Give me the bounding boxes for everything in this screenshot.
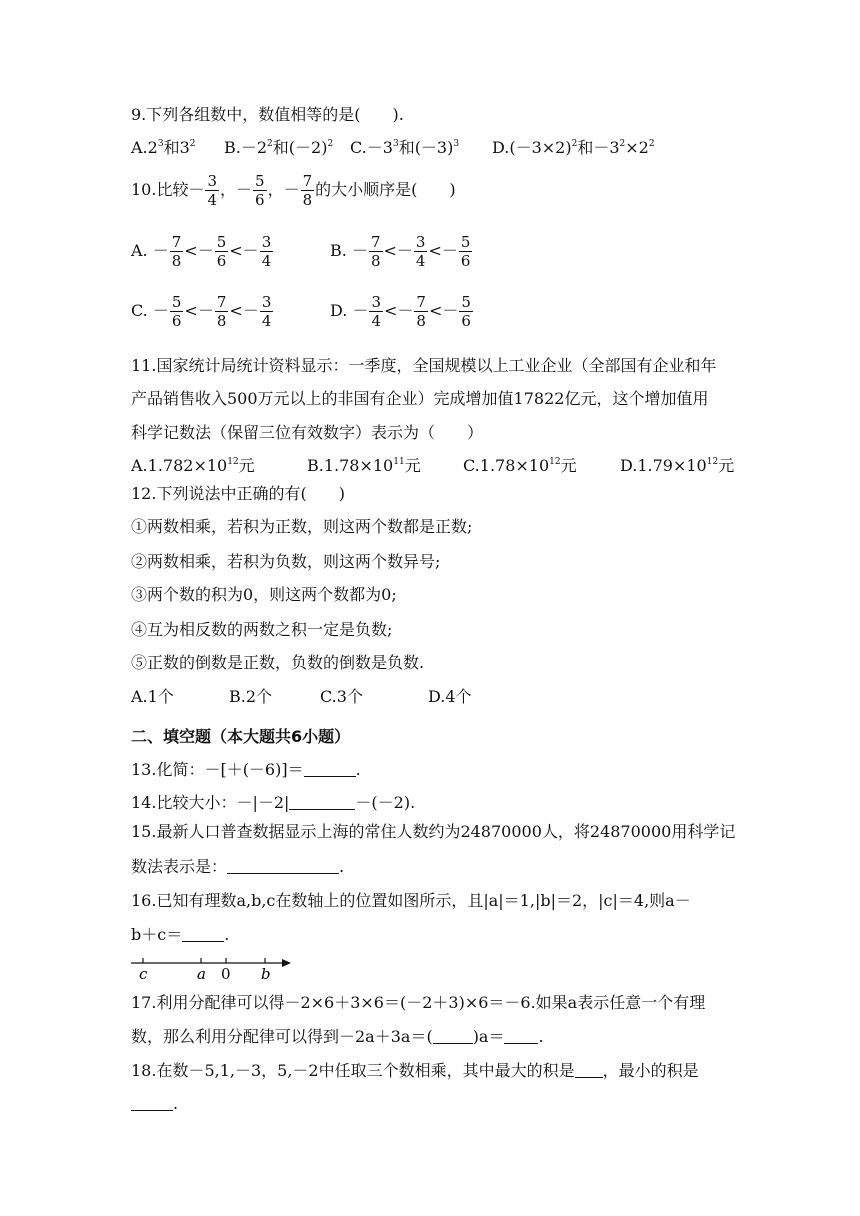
- fraction: $\frac{5}{6}$: [255, 172, 265, 209]
- q12-statement-1: ①两数相乘，若积为正数，则这两个数都是正数;: [131, 517, 473, 536]
- number-line-label-a: a: [197, 965, 206, 983]
- number-line-label-c: c: [139, 965, 148, 983]
- answer-blank[interactable]: [504, 1043, 538, 1044]
- q11-line-2: 产品销售收入500万元以上的非国有企业）完成增加值17822亿元，这个增加值用: [131, 389, 709, 408]
- fraction: $\frac{3}{4}$: [261, 233, 272, 270]
- q17-line-1: 17.利用分配律可以得－2×6＋3×6＝(－2＋3)×6＝－6.如果a表示任意一个有理: [131, 993, 706, 1012]
- q9-option-c: $C.-3^3$和$(-3)^3$: [350, 138, 460, 157]
- answer-blank[interactable]: [131, 1110, 173, 1111]
- q12-statement-2: ②两数相乘，若积为负数，则这两个数异号;: [131, 552, 441, 571]
- q12-option-d: D.4个: [428, 687, 472, 706]
- q11-option-c: $C.1.78\times 10^{12}$元: [463, 456, 577, 475]
- q11-option-d: $D.1.79\times 10^{12}$元: [620, 456, 735, 475]
- fraction: $\frac{7}{8}$: [302, 172, 313, 209]
- q12-statement-3: ③两个数的积为0，则这两个数都为0;: [131, 585, 397, 604]
- q15-line-2: 数法表示是： .: [131, 857, 345, 876]
- q12-statement-4: ④互为相反数的两数之积一定是负数;: [131, 620, 393, 639]
- q9-option-d: $D.(-3\times 2)^2$和$-3^2\times 2^2$: [492, 138, 655, 157]
- q16-line-2: b＋c＝ .: [131, 925, 230, 944]
- fraction: $\frac{5}{6}$: [216, 233, 227, 270]
- fraction: $\frac{5}{6}$: [171, 293, 182, 330]
- q13: 13.化简：－[＋(－6)]＝ .: [131, 760, 361, 779]
- q18-line-2: .: [131, 1094, 178, 1114]
- fraction: $\frac{3}{4}$: [415, 233, 426, 270]
- q12-option-b: B.2个: [229, 687, 273, 706]
- q9-option-a: $A.2^3$和$3^2$: [131, 138, 196, 157]
- q12-stem: 12.下列说法中正确的有( ): [131, 484, 345, 503]
- number-line-label-b: b: [261, 965, 271, 983]
- q15-line-1: 15.最新人口普查数据显示上海的常住人数约为24870000人，将24870000用科学记: [131, 822, 736, 841]
- fraction: $\frac{5}{6}$: [461, 293, 471, 330]
- fraction: $\frac{7}{8}$: [216, 293, 227, 330]
- q16-line-1: 16.已知有理数a,b,c在数轴上的位置如图所示，且|a|＝1,|b|＝2，|c|＝4,则a－: [131, 891, 691, 910]
- q18-line-1: 18.在数－5,1,－3，5,－2中任取三个数相乘，其中最大的积是 ，最小的积是: [131, 1061, 699, 1080]
- answer-blank[interactable]: [304, 776, 356, 777]
- q11-option-b: $B.1.78\times 10^{11}$元: [307, 456, 421, 475]
- q10-option-b: B. － $\frac{7}{8}$ <－ $\frac{3}{4}$ <－ $\frac{5}{6}$: [330, 233, 471, 270]
- q12-statement-5: ⑤正数的倒数是正数，负数的倒数是负数.: [131, 653, 425, 672]
- q10-option-d: D. － $\frac{3}{4}$ <－ $\frac{7}{8}$ <－ $\frac{5}{6}$: [330, 293, 471, 330]
- q10-option-c: C. － $\frac{5}{6}$ <－ $\frac{7}{8}$ <－ $\frac{3}{4}$: [131, 293, 272, 330]
- q11-option-a: $A.1.782\times 10^{12}$元: [131, 456, 255, 475]
- number-line-label-zero: 0: [221, 965, 231, 983]
- section-heading: 二、填空题（本大题共6小题）: [131, 727, 351, 746]
- fraction: $\frac{7}{8}$: [370, 233, 381, 270]
- answer-blank[interactable]: [227, 873, 339, 874]
- q11-line-3: 科学记数法（保留三位有效数字）表示为（ ）: [131, 423, 484, 442]
- fraction: $\frac{5}{6}$: [460, 233, 471, 270]
- q12-option-a: A.1个: [131, 687, 174, 706]
- q9-stem: 9.下列各组数中，数值相等的是( ).: [131, 105, 404, 124]
- answer-blank[interactable]: [575, 1077, 603, 1078]
- q10-option-a: A. － $\frac{7}{8}$ <－ $\frac{5}{6}$ <－ $\frac{3}{4}$: [131, 233, 272, 270]
- q9-option-b: $B.-2^2$和$(-2)^2$: [224, 138, 334, 157]
- q10-stem: 10.比较－ $\frac{3}{4}$ ，－ $\frac{5}{6}$ ，－ $\frac{7}{8}$ 的大小顺序是( ): [131, 172, 456, 209]
- q11-line-1: 11.国家统计局统计资料显示：一季度，全国规模以上工业企业（全部国有企业和年: [131, 356, 717, 375]
- fraction: $\frac{7}{8}$: [416, 293, 426, 330]
- fraction: $\frac{3}{4}$: [207, 172, 217, 209]
- fraction: $\frac{3}{4}$: [371, 293, 381, 330]
- q12-option-c: C.3个: [320, 687, 363, 706]
- answer-blank[interactable]: [289, 809, 355, 810]
- answer-blank[interactable]: [433, 1043, 473, 1044]
- fraction: $\frac{3}{4}$: [261, 293, 272, 330]
- q14: 14.比较大小：－|－2| －(－2).: [131, 793, 416, 812]
- q17-line-2: 数，那么利用分配律可以得到－2a＋3a＝( )a＝ .: [131, 1027, 544, 1046]
- fraction: $\frac{7}{8}$: [171, 233, 182, 270]
- answer-blank[interactable]: [182, 941, 224, 942]
- number-line-figure: [125, 952, 295, 984]
